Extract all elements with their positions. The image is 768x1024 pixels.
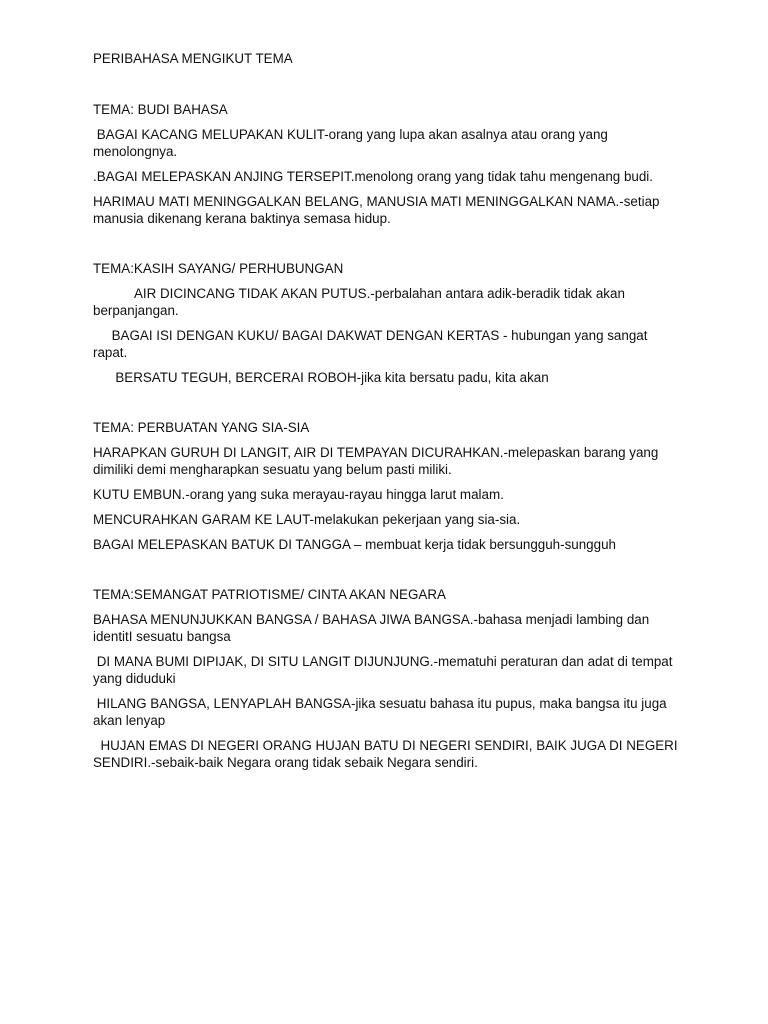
section-budi-bahasa (93, 101, 678, 227)
theme-heading: TEMA:SEMANGAT PATRIOTISME/ CINTA AKAN NEGARA (93, 587, 446, 602)
proverb-entry: BAHASA MENUNJUKKAN BANGSA / BAHASA JIWA BANGSA.-bahasa menjadi lambing dan identitI sesuatu bangsa (93, 612, 653, 644)
proverb-entry: BAGAI ISI DENGAN KUKU/ BAGAI DAKWAT DENGAN KERTAS - hubungan yang sangat rapat. (93, 328, 652, 360)
theme-heading: TEMA: BUDI BAHASA (93, 102, 228, 117)
section-perbuatan-sia-sia (93, 419, 678, 553)
section-kasih-sayang (93, 260, 678, 386)
theme-heading: TEMA:KASIH SAYANG/ PERHUBUNGAN (93, 261, 344, 276)
theme-heading: TEMA: PERBUATAN YANG SIA-SIA (93, 420, 310, 435)
proverb-entry: HILANG BANGSA, LENYAPLAH BANGSA-jika sesuatu bahasa itu pupus, maka bangsa itu juga akan lenyap (93, 696, 671, 728)
proverb-entry: BAGAI MELEPASKAN BATUK DI TANGGA – membuat kerja tidak bersungguh-sungguh (93, 537, 616, 552)
proverb-entry: AIR DICINCANG TIDAK AKAN PUTUS.-perbalahan antara adik-beradik tidak akan berpanjangan. (93, 286, 629, 318)
proverb-entry: HARIMAU MATI MENINGGALKAN BELANG, MANUSIA MATI MENINGGALKAN NAMA.-setiap manusia dikenang kerana baktinya semasa hidup. (93, 194, 664, 226)
proverb-entry: BERSATU TEGUH, BERCERAI ROBOH-jika kita bersatu padu, kita akan (93, 370, 549, 385)
document-title: PERIBAHASA MENGIKUT TEMA (93, 51, 293, 66)
proverb-entry: KUTU EMBUN.-orang yang suka merayau-rayau hingga larut malam. (93, 487, 504, 502)
proverb-entry: .BAGAI MELEPASKAN ANJING TERSEPIT.menolong orang yang tidak tahu mengenang budi. (93, 169, 653, 184)
proverb-entry: DI MANA BUMI DIPIJAK, DI SITU LANGIT DIJUNJUNG.-mematuhi peraturan dan adat di tempat yang diduduki (93, 654, 677, 686)
document-body (93, 50, 682, 804)
section-semangat-patriotisme (93, 586, 682, 771)
proverb-entry: HUJAN EMAS DI NEGERI ORANG HUJAN BATU DI NEGERI SENDIRI, BAIK JUGA DI NEGERI SENDIRI.-sebaik-baik Negara orang tidak sebaik Negara sendiri. (93, 738, 682, 770)
proverb-entry: MENCURAHKAN GARAM KE LAUT-melakukan pekerjaan yang sia-sia. (93, 512, 521, 527)
proverb-entry: BAGAI KACANG MELUPAKAN KULIT-orang yang lupa akan asalnya atau orang yang menolongnya. (93, 127, 612, 159)
proverb-entry: HARAPKAN GURUH DI LANGIT, AIR DI TEMPAYAN DICURAHKAN.-melepaskan barang yang dimiliki demi mengharapkan sesuatu yang belum pasti miliki. (93, 445, 663, 477)
